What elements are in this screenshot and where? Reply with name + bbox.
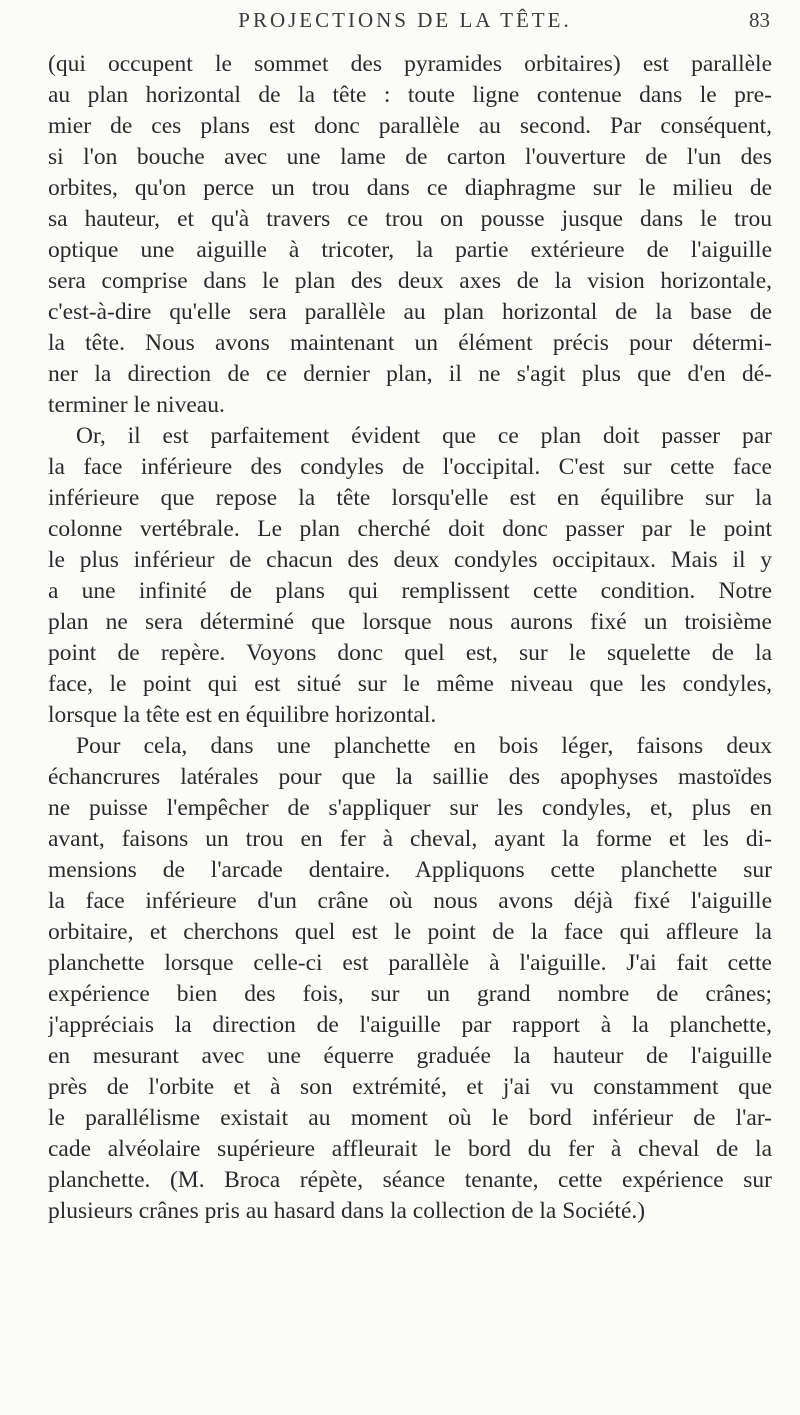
text-line: point de repère. Voyons donc quel est, sur le squelette de la — [48, 640, 772, 666]
text-line: j'appréciais la direction de l'aiguille par rapport à la planchette, — [48, 1012, 772, 1038]
text-line: plan ne sera déterminé que lorsque nous aurons fixé un troisième — [48, 609, 772, 635]
text-line: (qui occupent le sommet des pyramides orbitaires) est parallèle — [48, 51, 772, 77]
text-line: cade alvéolaire supérieure affleurait le bord du fer à cheval de la — [48, 1136, 772, 1162]
text-line: orbitaire, et cherchons quel est le point de la face qui affleure la — [48, 919, 772, 945]
text-line: terminer le niveau. — [48, 392, 225, 418]
text-line: inférieure que repose la tête lorsqu'elle est en équilibre sur la — [48, 485, 772, 511]
text-line: c'est-à-dire qu'elle sera parallèle au plan horizontal de la base de — [48, 299, 772, 325]
text-line: ne puisse l'empêcher de s'appliquer sur les condyles, et, plus en — [48, 795, 772, 821]
text-line: sa hauteur, et qu'à travers ce trou on pousse jusque dans le trou — [48, 206, 772, 232]
text-line: au plan horizontal de la tête : toute ligne contenue dans le pre- — [48, 82, 772, 108]
text-line: colonne vertébrale. Le plan cherché doit donc passer par le point — [48, 516, 772, 542]
text-line: lorsque la tête est en équilibre horizontal. — [48, 702, 437, 728]
text-line: planchette lorsque celle-ci est parallèle à l'aiguille. J'ai fait cette — [48, 950, 772, 976]
text-line: si l'on bouche avec une lame de carton l'ouverture de l'un des — [48, 144, 772, 170]
text-line: Pour cela, dans une planchette en bois léger, faisons deux — [76, 733, 772, 759]
text-line: le plus inférieur de chacun des deux condyles occipitaux. Mais il y — [48, 547, 772, 573]
text-line: sera comprise dans le plan des deux axes de la vision horizontale, — [48, 268, 772, 294]
running-head — [40, 8, 770, 38]
text-line: face, le point qui est situé sur le même niveau que les condyles, — [48, 671, 772, 697]
text-line: a une infinité de plans qui remplissent cette condition. Notre — [48, 578, 772, 604]
text-line: expérience bien des fois, sur un grand nombre de crânes; — [48, 981, 772, 1007]
text-line: échancrures latérales pour que la saillie des apophyses mastoïdes — [48, 764, 772, 790]
running-title: PROJECTIONS DE LA TÊTE. — [238, 8, 572, 32]
text-line: ner la direction de ce dernier plan, il ne s'agit plus que d'en dé- — [48, 361, 772, 387]
text-line: la tête. Nous avons maintenant un élément précis pour détermi- — [48, 330, 772, 356]
text-line: optique une aiguille à tricoter, la partie extérieure de l'aiguille — [48, 237, 772, 263]
text-line: en mesurant avec une équerre graduée la hauteur de l'aiguille — [48, 1043, 772, 1069]
text-line: avant, faisons un trou en fer à cheval, ayant la forme et les di- — [48, 826, 772, 852]
text-line: mensions de l'arcade dentaire. Appliquons cette planchette sur — [48, 857, 772, 883]
text-line: Or, il est parfaitement évident que ce plan doit passer par — [76, 423, 772, 449]
text-line: près de l'orbite et à son extrémité, et j'ai vu constamment que — [48, 1074, 772, 1100]
text-line: planchette. (M. Broca répète, séance tenante, cette expérience sur — [48, 1167, 772, 1193]
text-line: le parallélisme existait au moment où le bord inférieur de l'ar- — [48, 1105, 772, 1131]
page-number: 83 — [749, 8, 770, 32]
text-line: plusieurs crânes pris au hasard dans la collection de la Société.) — [48, 1198, 646, 1224]
text-line: la face inférieure des condyles de l'occipital. C'est sur cette face — [48, 454, 772, 480]
text-line: mier de ces plans est donc parallèle au second. Par conséquent, — [48, 113, 772, 139]
text-line: orbites, qu'on perce un trou dans ce diaphragme sur le milieu de — [48, 175, 772, 201]
body-text — [48, 49, 772, 1227]
text-line: la face inférieure d'un crâne où nous avons déjà fixé l'aiguille — [48, 888, 772, 914]
